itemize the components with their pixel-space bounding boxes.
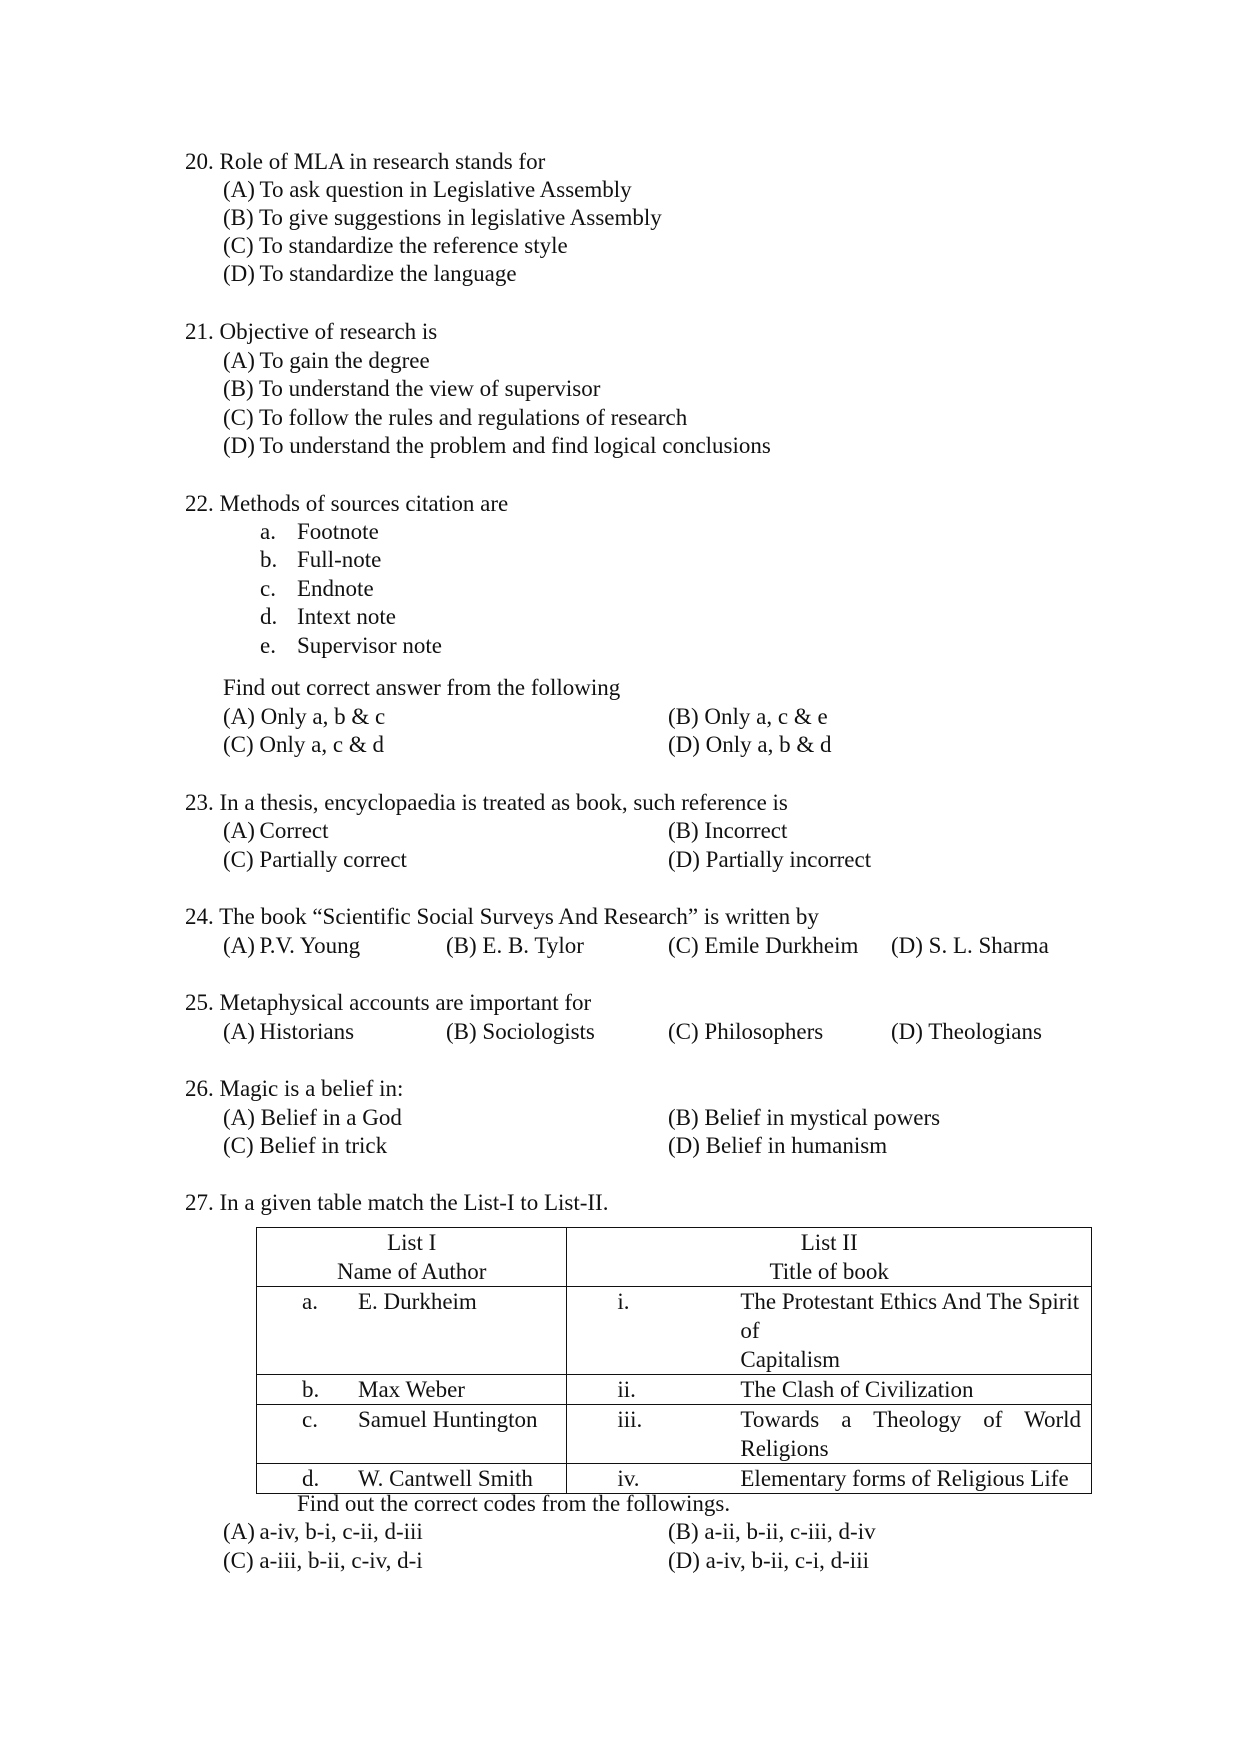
q22-item-text: Supervisor note <box>297 633 443 658</box>
title-label: iv. <box>617 1466 640 1491</box>
book-title-line: Religions <box>740 1436 829 1461</box>
title-cell <box>567 1464 1092 1494</box>
q21-stem: 21. Objective of research is <box>185 319 438 344</box>
q23-option-c: (C) Partially correct <box>223 847 407 872</box>
q25-option-b: (B) Sociologists <box>446 1019 595 1044</box>
q22-option-d: (D) Only a, b & d <box>668 732 832 757</box>
title-entry <box>567 1287 1091 1374</box>
book-title-line: Capitalism <box>740 1347 841 1372</box>
title-cell <box>567 1405 1092 1464</box>
q26-option-d: (D) Belief in humanism <box>668 1133 888 1158</box>
q21-option-c: (C) To follow the rules and regulations of research <box>223 405 688 430</box>
q24-option-d: (D) S. L. Sharma <box>891 933 1049 958</box>
q26-option-c: (C) Belief in trick <box>223 1133 388 1158</box>
author-name: W. Cantwell Smith <box>358 1466 533 1491</box>
q22-item-label: d. <box>260 604 278 629</box>
author-entry <box>257 1464 566 1493</box>
title-entry <box>567 1375 1091 1404</box>
q22-instruction: Find out correct answer from the following <box>223 675 621 700</box>
title-cell <box>567 1375 1092 1405</box>
author-label: b. <box>302 1377 320 1402</box>
book-title-line: The Protestant Ethics And The Spirit of <box>740 1289 1080 1343</box>
q23-option-a: (A) Correct <box>223 818 329 843</box>
q25-option-a: (A) Historians <box>223 1019 355 1044</box>
title-label: ii. <box>617 1377 636 1402</box>
list-one-title: List I <box>387 1230 437 1255</box>
match-table <box>256 1227 1092 1494</box>
author-label: c. <box>302 1407 318 1432</box>
q22-option-b: (B) Only a, c & e <box>668 704 828 729</box>
q22-item-text: Footnote <box>297 519 379 544</box>
book-title <box>740 1287 1091 1374</box>
q22-item-label: b. <box>260 547 278 572</box>
table-row <box>257 1375 1092 1405</box>
q23-option-d: (D) Partially incorrect <box>668 847 872 872</box>
q27-stem: 27. In a given table match the List-I to List-II. <box>185 1190 609 1215</box>
author-cell <box>257 1287 567 1375</box>
q22-item-text: Intext note <box>297 604 396 629</box>
q25-stem: 25. Metaphysical accounts are important for <box>185 990 592 1015</box>
q24-stem: 24. The book “Scientific Social Surveys And Research” is written by <box>185 904 819 929</box>
q25-option-d: (D) Theologians <box>891 1019 1042 1044</box>
q24-option-b: (B) E. B. Tylor <box>446 933 584 958</box>
q21-option-d: (D) To understand the problem and find logical conclusions <box>223 433 771 458</box>
q22-item-label: c. <box>260 576 276 601</box>
list-one-subtitle: Name of Author <box>336 1259 487 1284</box>
q26-option-b: (B) Belief in mystical powers <box>668 1105 941 1130</box>
q27-option-c: (C) a-iii, b-ii, c-iv, d-i <box>223 1548 423 1573</box>
q25-option-c: (C) Philosophers <box>668 1019 824 1044</box>
q20-option-d: (D) To standardize the language <box>223 261 517 286</box>
q24-option-c: (C) Emile Durkheim <box>668 933 859 958</box>
book-title: The Clash of Civilization <box>740 1377 974 1402</box>
q22-item-label: e. <box>260 633 276 658</box>
list-one-header <box>257 1228 567 1287</box>
list-two-header <box>567 1228 1092 1287</box>
q27-option-d: (D) a-iv, b-ii, c-i, d-iii <box>668 1548 869 1573</box>
q22-stem: 22. Methods of sources citation are <box>185 491 509 516</box>
table-row <box>257 1287 1092 1375</box>
q22-item-text: Full-note <box>297 547 382 572</box>
q22-item-text: Endnote <box>297 576 374 601</box>
author-entry <box>257 1375 566 1404</box>
author-cell <box>257 1464 567 1494</box>
table-header-row <box>257 1228 1092 1287</box>
title-entry <box>567 1464 1091 1493</box>
q22-option-c: (C) Only a, c & d <box>223 732 384 757</box>
q22-item-label: a. <box>260 519 276 544</box>
author-name: E. Durkheim <box>358 1289 477 1314</box>
author-cell <box>257 1375 567 1405</box>
author-entry <box>257 1405 566 1434</box>
book-title <box>740 1405 1091 1463</box>
list-two-title: List II <box>800 1230 858 1255</box>
q27-instruction: Find out the correct codes from the followings. <box>297 1491 731 1516</box>
author-entry <box>257 1287 566 1316</box>
q23-stem: 23. In a thesis, encyclopaedia is treated as book, such reference is <box>185 790 788 815</box>
q21-option-a: (A) To gain the degree <box>223 348 430 373</box>
q20-stem: 20. Role of MLA in research stands for <box>185 149 546 174</box>
author-name: Samuel Huntington <box>358 1407 538 1432</box>
title-cell <box>567 1287 1092 1375</box>
q20-option-a: (A) To ask question in Legislative Assembly <box>223 177 632 202</box>
author-name: Max Weber <box>358 1377 465 1402</box>
q26-stem: 26. Magic is a belief in: <box>185 1076 404 1101</box>
table-row <box>257 1464 1092 1494</box>
title-label: i. <box>617 1289 630 1314</box>
q20-option-b: (B) To give suggestions in legislative Assembly <box>223 205 662 230</box>
table-row <box>257 1405 1092 1464</box>
author-cell <box>257 1405 567 1464</box>
q27-option-a: (A) a-iv, b-i, c-ii, d-iii <box>223 1519 423 1544</box>
q23-option-b: (B) Incorrect <box>668 818 788 843</box>
list-two-subtitle: Title of book <box>769 1259 889 1284</box>
author-label: d. <box>302 1466 320 1491</box>
book-title: Elementary forms of Religious Life <box>740 1466 1069 1491</box>
title-label: iii. <box>617 1407 643 1432</box>
q21-option-b: (B) To understand the view of supervisor <box>223 376 601 401</box>
q22-option-a: (A) Only a, b & c <box>223 704 386 729</box>
title-entry <box>567 1405 1091 1463</box>
q24-option-a: (A) P.V. Young <box>223 933 361 958</box>
q26-option-a: (A) Belief in a God <box>223 1105 402 1130</box>
q27-option-b: (B) a-ii, b-ii, c-iii, d-iv <box>668 1519 876 1544</box>
book-title-line: Towards a Theology of World <box>740 1407 1081 1432</box>
q20-option-c: (C) To standardize the reference style <box>223 233 568 258</box>
author-label: a. <box>302 1289 318 1314</box>
